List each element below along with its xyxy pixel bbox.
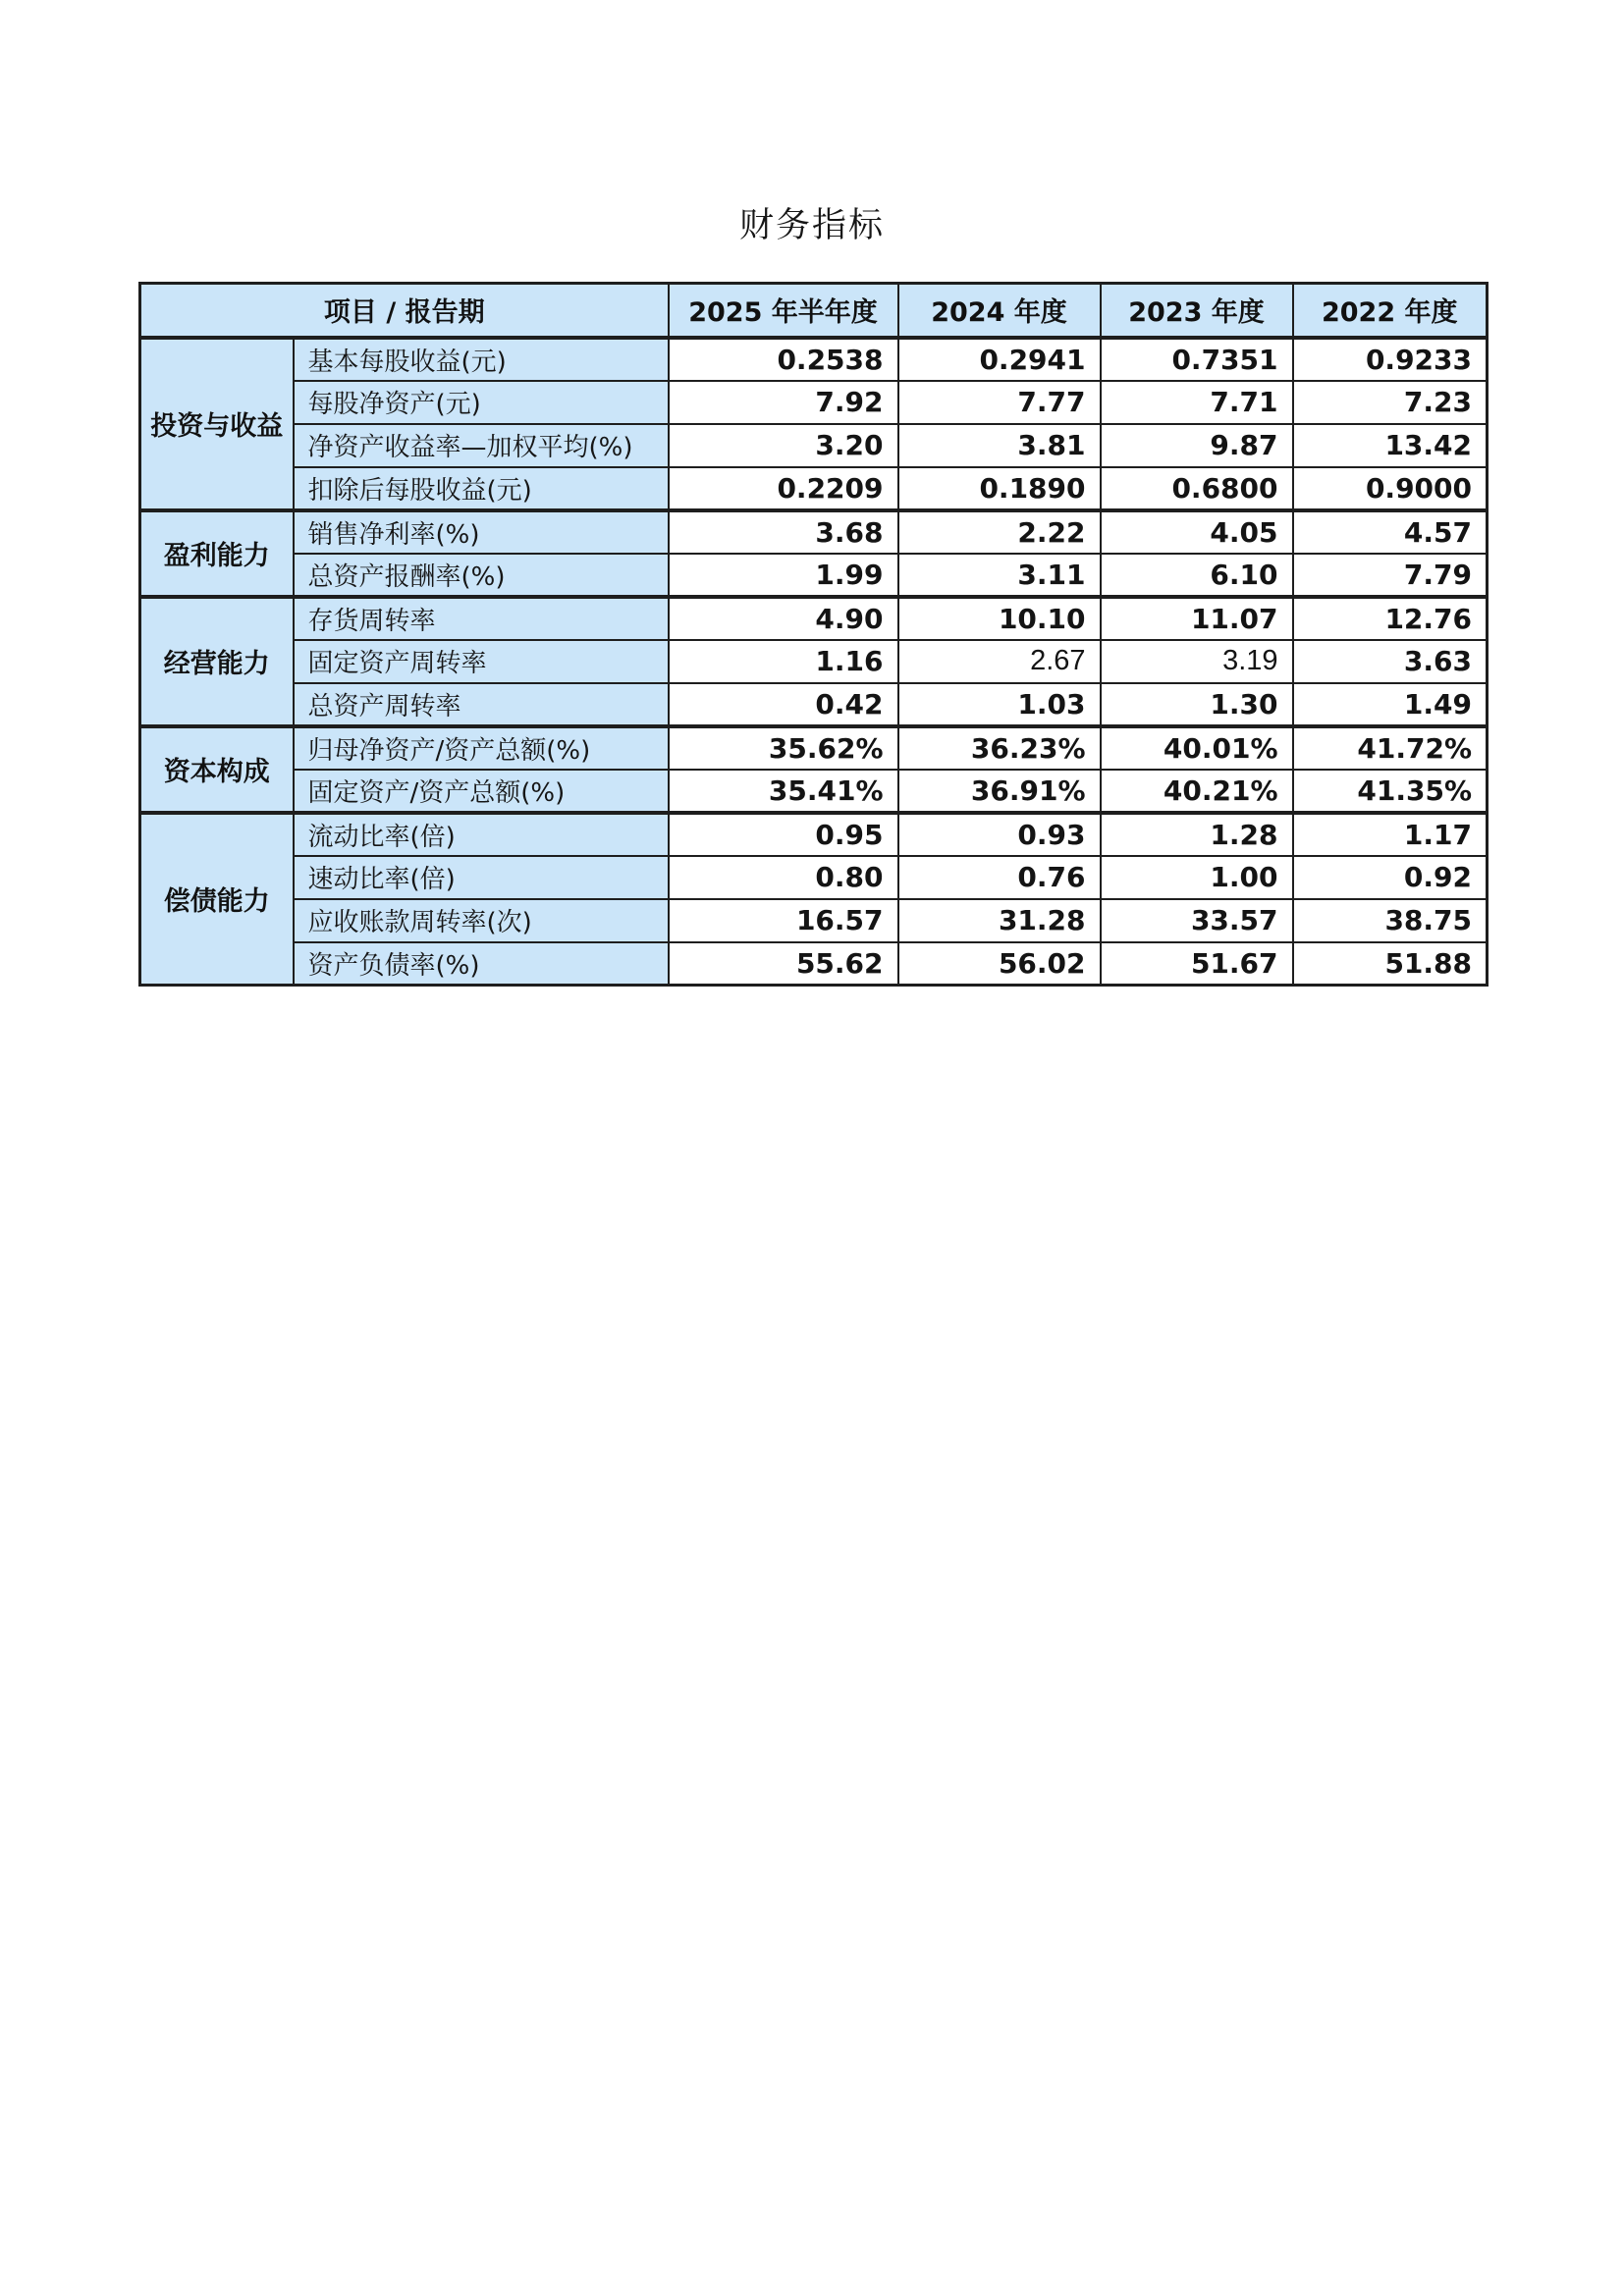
value-cell: 2.67 (898, 640, 1101, 683)
column-header-2025-half-year: 2025 年半年度 (669, 284, 898, 338)
value-cell: 3.68 (669, 510, 898, 554)
value-cell: 0.2941 (898, 338, 1101, 381)
value-cell: 4.05 (1101, 510, 1293, 554)
value-cell: 3.11 (898, 554, 1101, 597)
table-row (140, 899, 1488, 942)
table-row (140, 813, 1488, 856)
value-cell: 13.42 (1293, 424, 1488, 467)
value-cell: 0.6800 (1101, 467, 1293, 510)
value-cell: 38.75 (1293, 899, 1488, 942)
value-cell: 1.16 (669, 640, 898, 683)
row-label: 扣除后每股收益(元) (294, 467, 669, 510)
value-cell: 1.03 (898, 683, 1101, 726)
row-label: 固定资产/资产总额(%) (294, 770, 669, 813)
table-row (140, 467, 1488, 510)
value-cell: 56.02 (898, 942, 1101, 986)
table-row (140, 554, 1488, 597)
row-label: 速动比率(倍) (294, 856, 669, 899)
table-row (140, 726, 1488, 770)
row-label: 资产负债率(%) (294, 942, 669, 986)
value-cell: 7.71 (1101, 381, 1293, 424)
value-cell: 6.10 (1101, 554, 1293, 597)
value-cell: 35.41% (669, 770, 898, 813)
column-header-2022: 2022 年度 (1293, 284, 1488, 338)
value-cell: 3.19 (1101, 640, 1293, 683)
value-cell: 0.93 (898, 813, 1101, 856)
value-cell: 7.77 (898, 381, 1101, 424)
row-label: 应收账款周转率(次) (294, 899, 669, 942)
table-row (140, 510, 1488, 554)
value-cell: 10.10 (898, 597, 1101, 640)
value-cell: 0.95 (669, 813, 898, 856)
value-cell: 1.17 (1293, 813, 1488, 856)
row-label: 净资产收益率—加权平均(%) (294, 424, 669, 467)
value-cell: 40.01% (1101, 726, 1293, 770)
value-cell: 36.23% (898, 726, 1101, 770)
value-cell: 0.2538 (669, 338, 898, 381)
table-row (140, 942, 1488, 986)
value-cell: 41.35% (1293, 770, 1488, 813)
value-cell: 7.23 (1293, 381, 1488, 424)
value-cell: 3.63 (1293, 640, 1488, 683)
table-row (140, 640, 1488, 683)
value-cell: 0.92 (1293, 856, 1488, 899)
value-cell: 3.20 (669, 424, 898, 467)
value-cell: 0.76 (898, 856, 1101, 899)
table-row (140, 424, 1488, 467)
table-row (140, 856, 1488, 899)
value-cell: 1.49 (1293, 683, 1488, 726)
value-cell: 1.30 (1101, 683, 1293, 726)
row-label: 每股净资产(元) (294, 381, 669, 424)
column-header-2024: 2024 年度 (898, 284, 1101, 338)
value-cell: 0.7351 (1101, 338, 1293, 381)
value-cell: 51.67 (1101, 942, 1293, 986)
value-cell: 0.1890 (898, 467, 1101, 510)
column-header-item: 项目 / 报告期 (140, 284, 669, 338)
value-cell: 0.9233 (1293, 338, 1488, 381)
group-label-capital-structure: 资本构成 (140, 726, 294, 813)
value-cell: 0.9000 (1293, 467, 1488, 510)
row-label: 固定资产周转率 (294, 640, 669, 683)
table-row (140, 683, 1488, 726)
value-cell: 4.90 (669, 597, 898, 640)
group-label-solvency: 偿债能力 (140, 813, 294, 986)
row-label: 总资产报酬率(%) (294, 554, 669, 597)
value-cell: 1.00 (1101, 856, 1293, 899)
group-label-investment-returns: 投资与收益 (140, 338, 294, 510)
column-header-2023: 2023 年度 (1101, 284, 1293, 338)
value-cell: 55.62 (669, 942, 898, 986)
value-cell: 9.87 (1101, 424, 1293, 467)
value-cell: 11.07 (1101, 597, 1293, 640)
value-cell: 51.88 (1293, 942, 1488, 986)
value-cell: 36.91% (898, 770, 1101, 813)
value-cell: 1.28 (1101, 813, 1293, 856)
value-cell: 0.80 (669, 856, 898, 899)
group-label-operating-capacity: 经营能力 (140, 597, 294, 726)
value-cell: 12.76 (1293, 597, 1488, 640)
value-cell: 35.62% (669, 726, 898, 770)
value-cell: 0.2209 (669, 467, 898, 510)
table-row (140, 338, 1488, 381)
value-cell: 33.57 (1101, 899, 1293, 942)
value-cell: 16.57 (669, 899, 898, 942)
group-label-profitability: 盈利能力 (140, 510, 294, 597)
page-title: 财务指标 (738, 206, 885, 245)
row-label: 销售净利率(%) (294, 510, 669, 554)
value-cell: 0.42 (669, 683, 898, 726)
financial-indicators-table (138, 282, 1489, 987)
value-cell: 3.81 (898, 424, 1101, 467)
table-row (140, 597, 1488, 640)
row-label: 归母净资产/资产总额(%) (294, 726, 669, 770)
row-label: 总资产周转率 (294, 683, 669, 726)
row-label: 存货周转率 (294, 597, 669, 640)
value-cell: 7.92 (669, 381, 898, 424)
value-cell: 41.72% (1293, 726, 1488, 770)
financial-table-container (138, 282, 1489, 987)
value-cell: 1.99 (669, 554, 898, 597)
row-label: 流动比率(倍) (294, 813, 669, 856)
table-row (140, 381, 1488, 424)
row-label: 基本每股收益(元) (294, 338, 669, 381)
table-row (140, 770, 1488, 813)
value-cell: 4.57 (1293, 510, 1488, 554)
value-cell: 40.21% (1101, 770, 1293, 813)
value-cell: 2.22 (898, 510, 1101, 554)
value-cell: 7.79 (1293, 554, 1488, 597)
value-cell: 31.28 (898, 899, 1101, 942)
table-header-row (140, 284, 1488, 338)
